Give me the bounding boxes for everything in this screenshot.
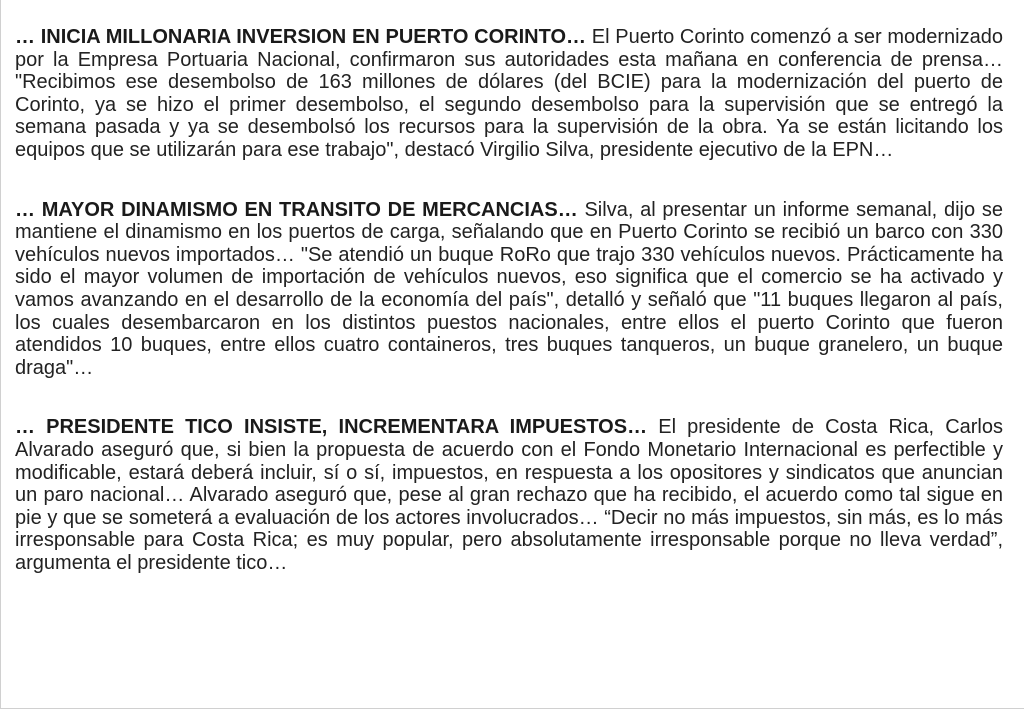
article-body: El Puerto Corinto comenzó a ser modernizado por la Empresa Portuaria Nacional, confirmaron sus autoridades esta mañana en conferencia de prensa… "Recibimos ese desembolso de 163 millones de dólares (del BCIE) para la modernización del puerto de Corinto, ya se hizo el primer desembolso, el segundo desembolso para la supervisión que se entregó la semana pasada y ya se desembolsó los recursos para la supervisión de la obra. Ya se están licitando los equipos que se utilizarán para ese trabajo", destacó Virgilio Silva, presidente ejecutivo de la EPN… bbox=[15, 26, 1003, 161]
news-content bbox=[15, 26, 1003, 574]
article-body: Silva, al presentar un informe semanal, dijo se mantiene el dinamismo en los puertos de carga, señalando que en Puerto Corinto se recibió un barco con 330 vehículos nuevos importados… "Se atendió un buque RoRo que trajo 330 vehículos nuevos. Prácticamente ha sido el mayor volumen de importación de vehículos nuevos, eso significa que el comercio se ha activado y vamos avanzando en el desarrollo de la economía del país", detalló y señaló que "11 buques llegaron al país, los cuales desembarcaron en los distintos puestos nacionales, entre ellos el puerto Corinto que fueron atendidos 10 buques, entre ellos cuatro containeros, tres buques tanqueros, un buque granelero, un buque draga"… bbox=[15, 198, 1003, 379]
article-headline: … PRESIDENTE TICO INSISTE, INCREMENTARA IMPUESTOS… bbox=[15, 416, 659, 439]
news-article bbox=[15, 199, 1003, 380]
article-headline: … MAYOR DINAMISMO EN TRANSITO DE MERCANCIAS… bbox=[15, 198, 585, 221]
article-headline: … INICIA MILLONARIA INVERSION EN PUERTO CORINTO… bbox=[15, 26, 592, 48]
article-body: El presidente de Costa Rica, Carlos Alvarado aseguró que, si bien la propuesta de acuerdo con el Fondo Monetario Internacional es perfectible y modificable, estará deberá incluir, sí o sí, impuestos, en respuesta a los opositores y sindicatos que anuncian un paro nacional… Alvarado aseguró que, pese al gran rechazo que ha recibido, el acuerdo como tal sigue en pie y que se someterá a evaluación de los actores involucrados… “Decir no más impuestos, sin más, es lo más irresponsable para Costa Rica; es muy popular, pero absolutamente irresponsable porque no lleva verdad”, argumenta el presidente tico… bbox=[15, 416, 1003, 574]
news-article bbox=[15, 26, 1003, 162]
news-article bbox=[15, 416, 1003, 574]
